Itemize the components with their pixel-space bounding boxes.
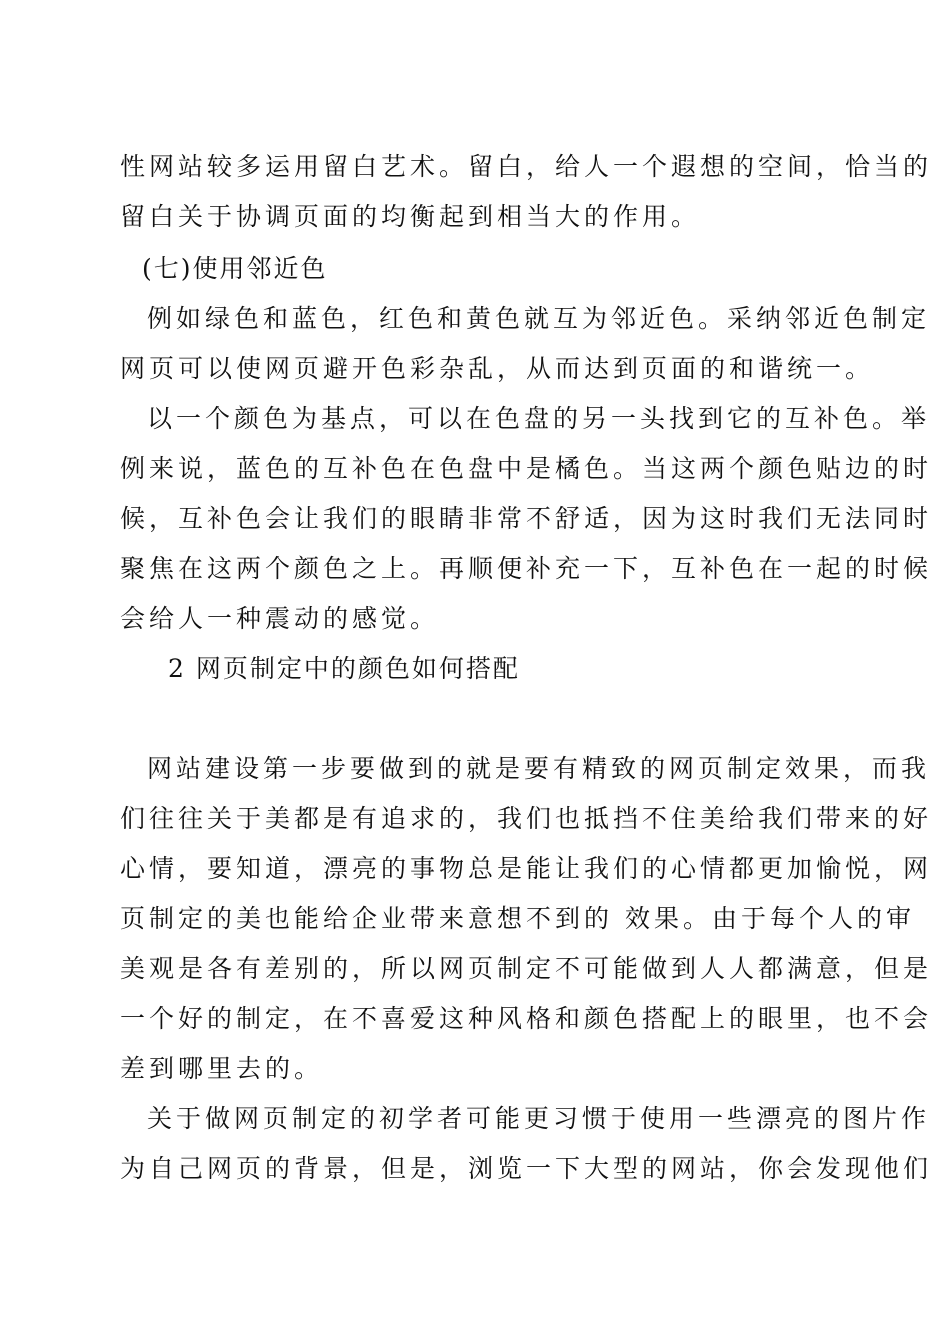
paragraph-line: 聚焦在这两个颜色之上。再顺便补充一下，互补色在一起的时候: [120, 554, 933, 583]
paragraph-line: 候，互补色会让我们的眼睛非常不舒适，因为这时我们无法同时: [120, 504, 933, 533]
paragraph-line: 网页可以使网页避开色彩杂乱，从而达到页面的和谐统一。: [120, 354, 875, 383]
section-heading: 2 网页制定中的颜色如何搭配: [168, 654, 520, 683]
paragraph-line: 关于做网页制定的初学者可能更习惯于使用一些漂亮的图片作: [147, 1104, 931, 1133]
paragraph-line: 为自己网页的背景，但是，浏览一下大型的网站，你会发现他们: [120, 1154, 933, 1183]
paragraph-line: 们往往关于美都是有追求的，我们也抵挡不住美给我们带来的好: [120, 804, 933, 833]
paragraph-line: 一个好的制定，在不喜爱这种风格和颜色搭配上的眼里，也不会: [120, 1004, 933, 1033]
paragraph-line: 留白关于协调页面的均衡起到相当大的作用。: [120, 202, 701, 231]
paragraph-line: 页制定的美也能给企业带来意想不到的 效果。由于每个人的审: [120, 904, 915, 933]
paragraph-line: 例如绿色和蓝色，红色和黄色就互为邻近色。采纳邻近色制定: [147, 304, 931, 333]
paragraph-line: 会给人一种震动的感觉。: [120, 604, 440, 633]
paragraph-line: 网站建设第一步要做到的就是要有精致的网页制定效果，而我: [147, 754, 931, 783]
paragraph-line: 差到哪里去的。: [120, 1054, 324, 1083]
section-heading: (七)使用邻近色: [142, 254, 328, 283]
paragraph-line: 以一个颜色为基点，可以在色盘的另一头找到它的互补色。举: [147, 404, 931, 433]
paragraph-line: 美观是各有差别的，所以网页制定不可能做到人人都满意，但是: [120, 954, 933, 983]
paragraph-line: 心情，要知道，漂亮的事物总是能让我们的心情都更加愉悦，网: [120, 854, 933, 883]
paragraph-line: 性网站较多运用留白艺术。留白，给人一个遐想的空间，恰当的: [120, 152, 933, 181]
paragraph-line: 例来说，蓝色的互补色在色盘中是橘色。当这两个颜色贴边的时: [120, 454, 933, 483]
